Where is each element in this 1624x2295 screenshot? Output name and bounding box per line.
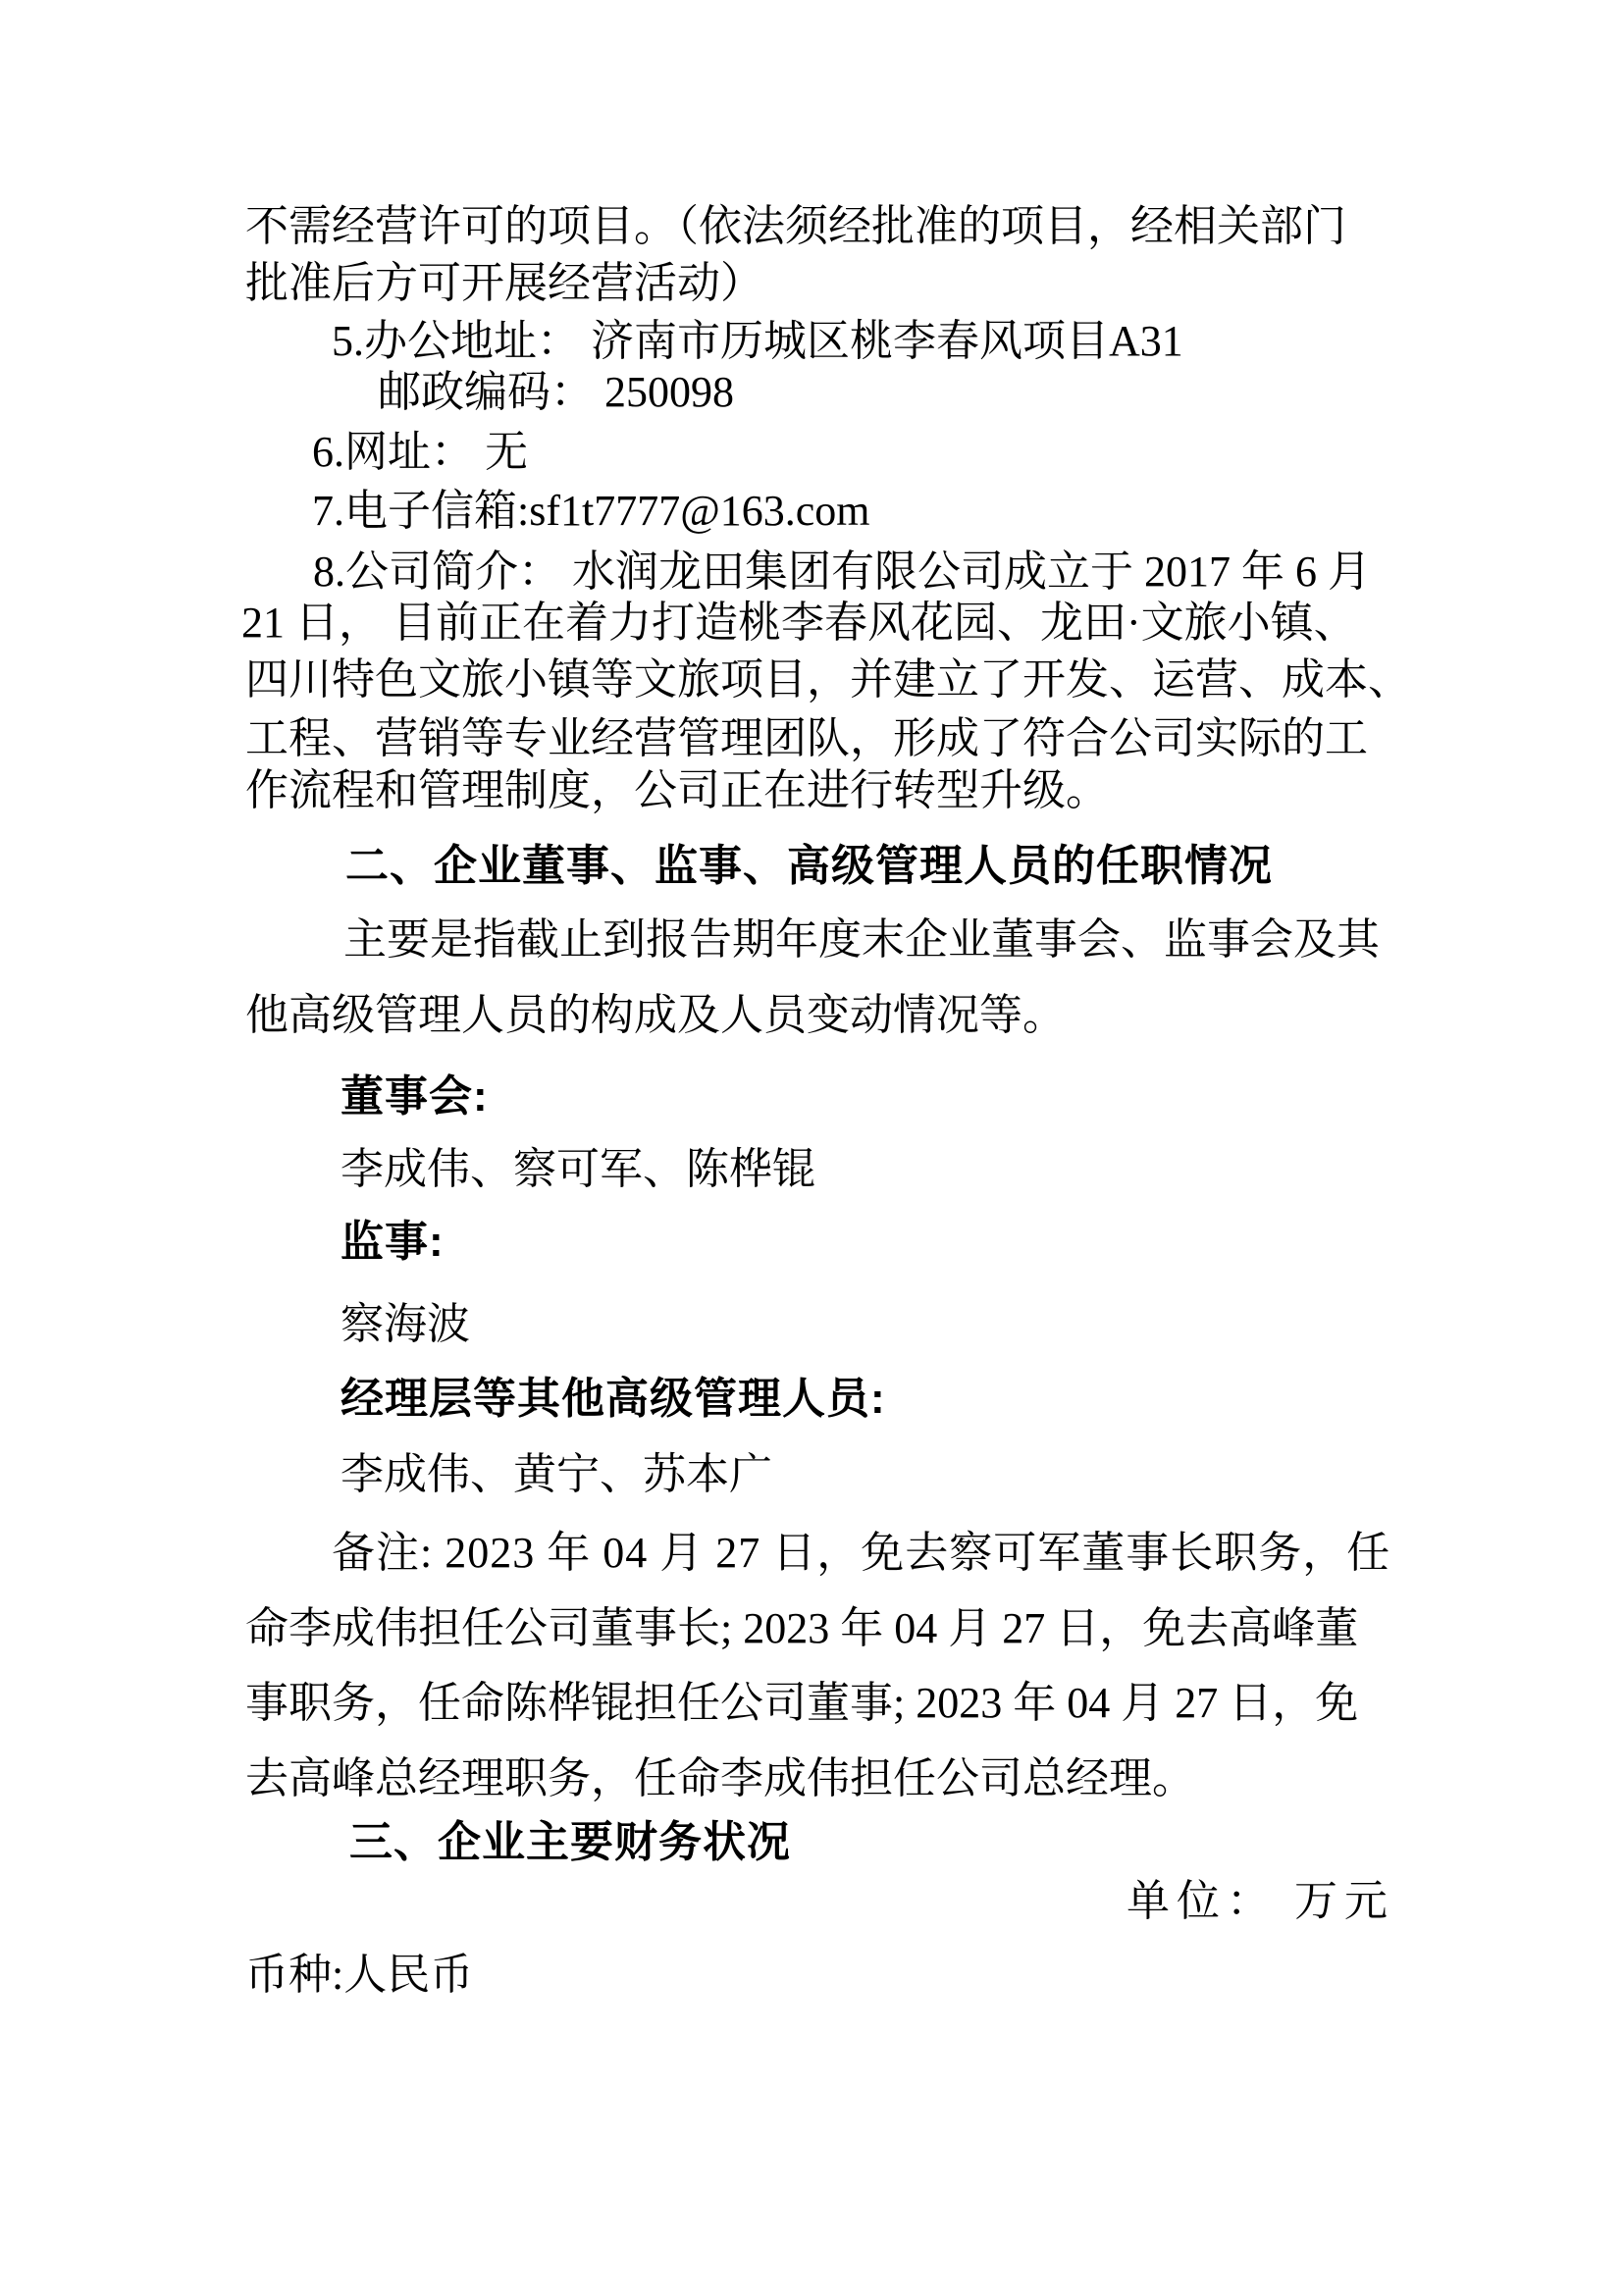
company-profile-line-4: 工程、营销等专业经营管理团队，形成了符合公司实际的工: [245, 714, 1368, 762]
management-label: 经理层等其他高级管理人员:: [341, 1375, 886, 1423]
section-3-heading: 三、企业主要财务状况: [349, 1818, 791, 1866]
section-2-intro-line-2: 他高级管理人员的构成及人员变动情况等。: [245, 991, 1066, 1039]
email-line: 7.电子信箱:sf1t7777@163.com: [312, 487, 870, 535]
remarks-line-1: 备注: 2023 年 04 月 27 日，免去察可军董事长职务，任: [332, 1529, 1391, 1577]
office-address-line: 5.办公地址： 济南市历城区桃李春风项目A31: [332, 317, 1183, 365]
remarks-line-4: 去高峰总经理职务，任命李成伟担任公司总经理。: [245, 1754, 1195, 1802]
supervisor-name: 察海波: [341, 1300, 470, 1348]
postal-code-line: 邮政编码： 250098: [378, 368, 734, 416]
business-scope-note-line-2: 批准后方可开展经营活动）: [245, 259, 763, 307]
remarks-line-3: 事职务，任命陈桦锟担任公司董事; 2023 年 04 月 27 日，免: [245, 1679, 1359, 1727]
management-members: 李成伟、黄宁、苏本广: [341, 1450, 772, 1498]
company-profile-line-3: 四川特色文旅小镇等文旅项目，并建立了开发、运营、成本、: [245, 655, 1411, 704]
company-profile-line-1: 8.公司简介： 水润龙田集团有限公司成立于 2017 年 6 月: [313, 548, 1371, 596]
remarks-line-2: 命李成伟担任公司董事长; 2023 年 04 月 27 日，免去高峰董: [245, 1604, 1359, 1652]
company-profile-line-5: 作流程和管理制度，公司正在进行转型升级。: [245, 766, 1109, 814]
company-profile-line-2: 21 日， 目前正在着力打造桃李春风花园、龙田·文旅小镇、: [241, 599, 1357, 647]
section-2-heading: 二、企业董事、监事、高级管理人员的任职情况: [345, 842, 1273, 890]
section-2-intro-line-1: 主要是指截止到报告期年度末企业董事会、监事会及其: [343, 915, 1380, 964]
board-label: 董事会:: [341, 1072, 489, 1121]
business-scope-note-line-1: 不需经营许可的项目。（依法须经批准的项目，经相关部门: [245, 202, 1346, 250]
website-line: 6.网址： 无: [312, 428, 528, 476]
supervisor-label: 监事:: [341, 1218, 445, 1266]
unit-note: 单位： 万元: [1126, 1877, 1394, 1925]
board-members: 李成伟、察可军、陈桦锟: [341, 1145, 815, 1193]
currency-note: 币种:人民币: [245, 1951, 474, 1999]
